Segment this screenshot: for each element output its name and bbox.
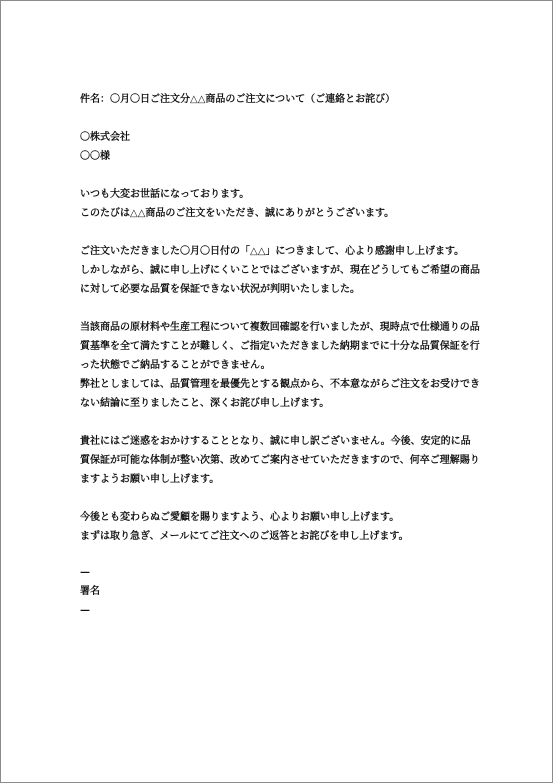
spacer bbox=[80, 223, 480, 242]
body-paragraph-issue: しかしながら、誠に申し上げにくいことではございますが、現在どうしてもご希望の商品に対して必要な品質を保証できない状況が判明いたしました。 bbox=[80, 265, 480, 295]
recipient-person: 〇〇様 bbox=[80, 151, 110, 162]
letter-body bbox=[80, 90, 480, 620]
body-paragraph-details: 当該商品の原材料や生産工程について複数回確認を行いましたが、現時点で仕様通りの品質基準を全て満たすことが難しく、ご指定いただきました納期までに十分な品質保証を行った状態でご納品することができません。 bbox=[80, 322, 480, 371]
closing-line: まずは取り急ぎ、メールにてご注文へのご返答とお詫びを申し上げます。 bbox=[80, 531, 409, 542]
greeting-line: このたびは△△商品のご注文をいただき、誠にありがとうございます。 bbox=[80, 208, 395, 219]
greeting-line: いつも大変お世話になっております。 bbox=[80, 189, 250, 200]
spacer bbox=[80, 489, 480, 508]
body-paragraph-apology: 弊社としましては、品質管理を最優先とする観点から、不本意ながらご注文をお受けできない結論に至りましたこと、深くお詫び申し上げます。 bbox=[80, 379, 480, 409]
spacer bbox=[80, 166, 480, 185]
spacer bbox=[80, 413, 480, 432]
subject-line: 件名：〇月〇日ご注文分△△商品のご注文について（ご連絡とお詫び） bbox=[80, 94, 396, 105]
separator-top: — bbox=[80, 567, 90, 578]
signature-label: 署名 bbox=[80, 586, 100, 597]
recipient-company: 〇株式会社 bbox=[80, 132, 130, 143]
body-paragraph-thanks: ご注文いただきました〇月〇日付の「△△」につきまして、心より感謝申し上げます。 bbox=[80, 246, 465, 257]
separator-bottom: — bbox=[80, 605, 90, 616]
body-paragraph-future: 貴社にはご迷惑をおかけすることとなり、誠に申し訳ございません。今後、安定的に品質保証が可能な体制が整い次第、改めてご案内させていただきますので、何卒ご理解賜りますようお願い申し上げます。 bbox=[80, 436, 480, 485]
spacer bbox=[80, 109, 480, 128]
spacer bbox=[80, 299, 480, 318]
closing-line: 今後とも変わらぬご愛顧を賜りますよう、心よりお願い申し上げます。 bbox=[80, 512, 400, 523]
spacer bbox=[80, 546, 480, 563]
